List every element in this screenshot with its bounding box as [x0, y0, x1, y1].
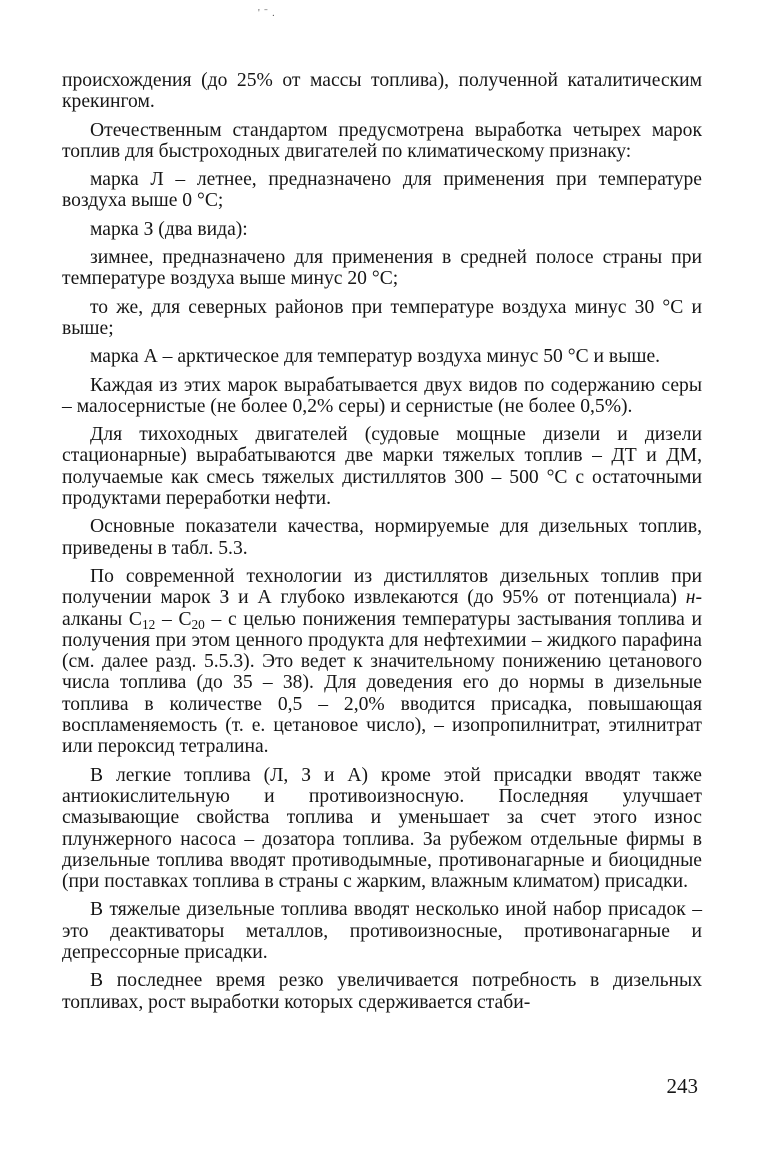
paragraph: Основные показатели качества, нормируемые для дизельных топлив, приведены в табл. 5.3. — [62, 516, 702, 559]
paragraph: марка Л – летнее, предназначено для применения при температуре воздуха выше 0 °C; — [62, 169, 702, 212]
text-span: По современной технологии из дистиллятов дизельных топлив при получении марок З и А глубоко извлекаются (до 95% от потенциала) — [62, 565, 702, 609]
text-span: -алканы C — [62, 587, 702, 630]
body-text — [62, 70, 702, 1020]
paragraph: В тяжелые дизельные топлива вводят несколько иной набор присадок – это деактиваторы металлов, противоизносные, противонагарные и депрессорные присадки. — [62, 899, 702, 963]
subscript: 12 — [141, 616, 156, 632]
paragraph: происхождения (до 25% от массы топлива), полученной каталитическим крекингом. — [62, 70, 702, 113]
paragraph: то же, для северных районов при температуре воздуха минус 30 °C и выше; — [62, 296, 702, 339]
paragraph-alkanes — [62, 566, 702, 758]
text-span: – C — [155, 608, 192, 630]
paragraph: зимнее, предназначено для применения в средней полосе страны при температуре воздуха выше минус 20 °C; — [62, 247, 702, 290]
paragraph: Каждая из этих марок вырабатывается двух видов по содержанию серы – малосернистые (не более 0,2% серы) и сернистые (не более 0,5%). — [62, 374, 702, 417]
paragraph: марка З (два вида): — [90, 218, 248, 240]
paragraph: В последнее время резко увеличивается потребность в дизельных топливах, рост выработки которых сдерживается стаби- — [62, 970, 702, 1013]
paragraph: марка А – арктическое для температур воздуха минус 50 °C и выше. — [90, 346, 661, 368]
page-number: 243 — [666, 1074, 698, 1098]
text-span: – с целью понижения температуры застывания топлива и получения при этом ценного продукта для нефтехимии – жидкого парафина (см. далее разд. 5.5.3). Это ведет к значительному понижению цетанового числа топлива (до 35 – 38). Для доведения его до нормы в дизельные топлива в количестве 0,5 – 2,0% вводится присадка, повышающая воспламеняемость (т. е. цетановое число), – изопропилнитрат, этилнитрат или пероксид тетралина. — [62, 608, 702, 758]
italic-n: н — [685, 587, 696, 609]
paragraph: Отечественным стандартом предусмотрена выработка четырех марок топлив для быстроходных двигателей по климатическому признаку: — [62, 119, 702, 162]
paragraph: В легкие топлива (Л, З и А) кроме этой присадки вводят также антиокислительную и противоизносную. Последняя улучшает смазывающие свойства топлива и уменьшает за счет этого износ плунжерного насоса – дозатора топлива. За рубежом отдельные фирмы в дизельные топлива вводят противодымные, противонагарные и биоцидные (при поставках топлива в страны с жарким, влажным климатом) присадки. — [62, 764, 702, 893]
paragraph: Для тихоходных двигателей (судовые мощные дизели и дизели стационарные) вырабатываются две марки тяжелых топлив – ДТ и ДМ, получаемые как смесь тяжелых дистиллятов 300 – 500 °C с остаточными продуктами переработки нефти. — [62, 424, 702, 510]
subscript: 20 — [191, 616, 205, 632]
header-marks: ' ˉ . — [258, 8, 276, 19]
